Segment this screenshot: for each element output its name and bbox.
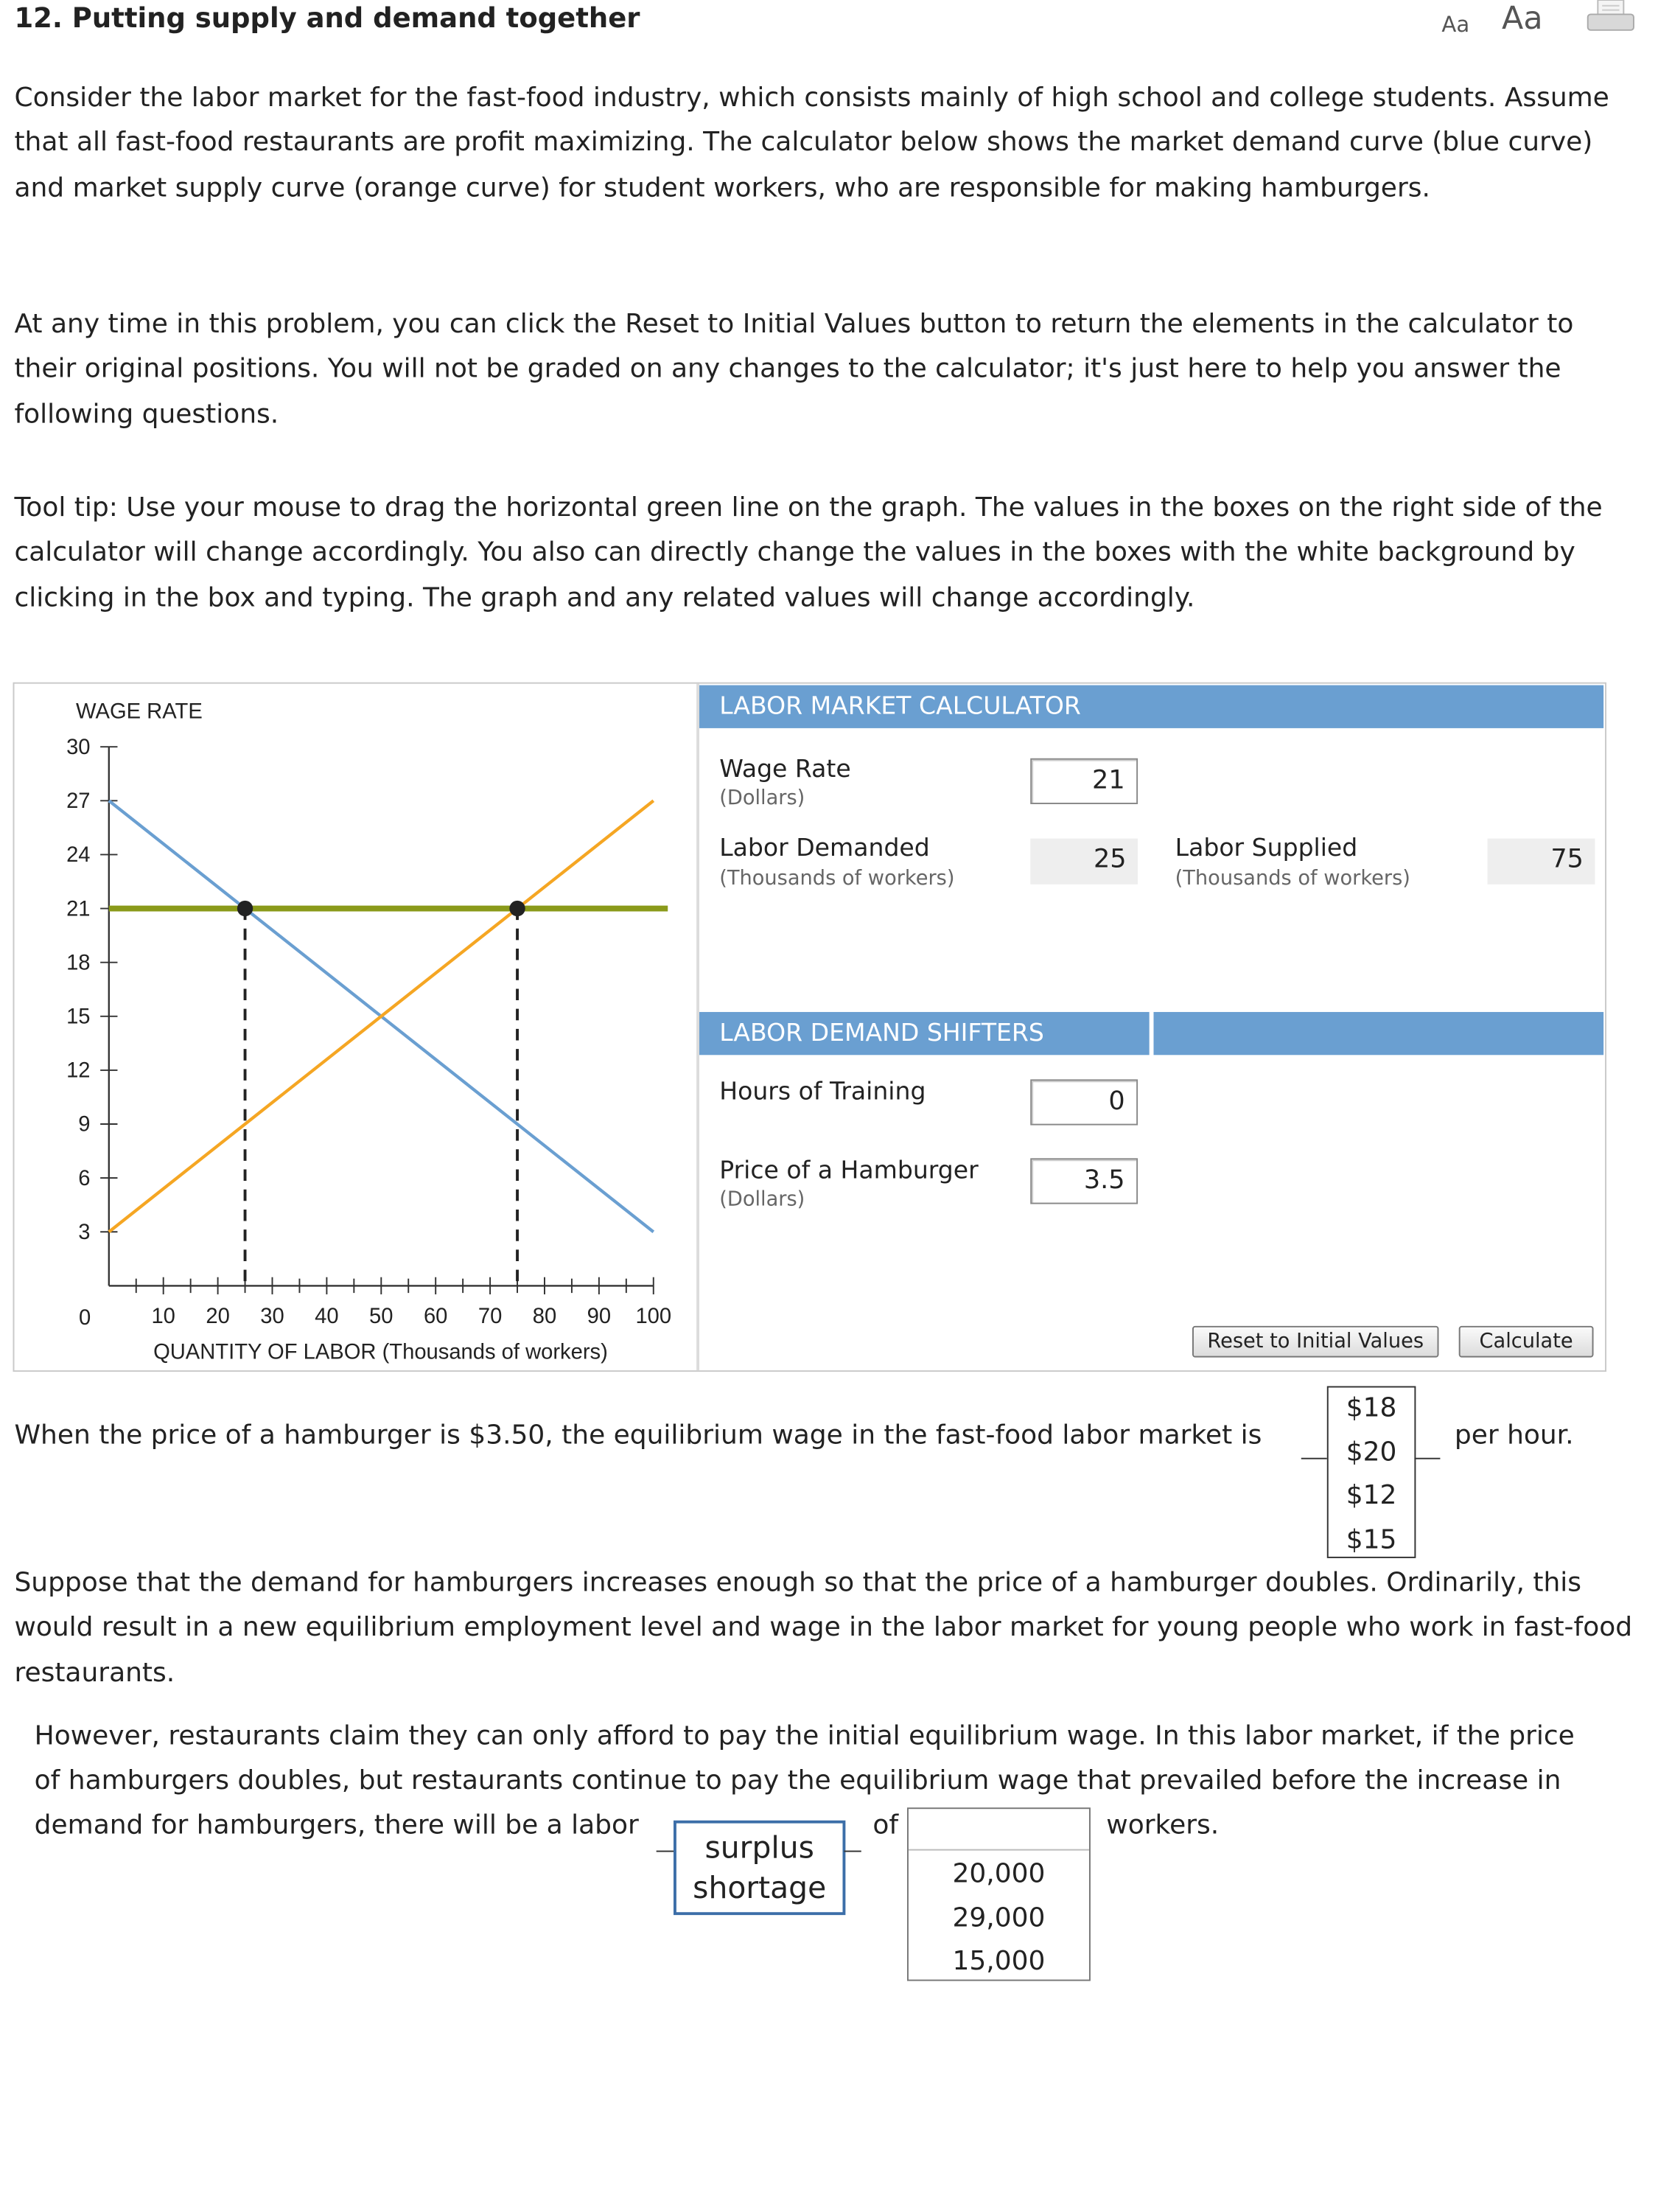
labor-demand-shifters-header: LABOR DEMAND SHIFTERS	[699, 1012, 1150, 1055]
y-tick-label: 30	[66, 735, 91, 759]
y-tick-label: 24	[66, 843, 91, 868]
amount-selected-blank[interactable]	[909, 1809, 1089, 1850]
question1-suffix: per hour.	[1454, 1420, 1574, 1451]
problem-title: 12. Putting supply and demand together	[14, 2, 640, 35]
calculator-header: LABOR MARKET CALCULATOR	[699, 685, 1603, 728]
amount-dropdown[interactable]	[907, 1807, 1091, 1981]
labor-supplied-value: 75	[1488, 839, 1595, 885]
x-tick-label: 20	[206, 1304, 230, 1328]
labor-market-calculator	[13, 683, 1607, 1372]
blank-line	[657, 1851, 675, 1852]
labor-supplied-unit: (Thousands of workers)	[1175, 867, 1410, 890]
price-hamburger-label: Price of a Hamburger	[719, 1156, 979, 1186]
labor-type-option[interactable]: surplus	[704, 1830, 814, 1866]
intro-paragraph-2: At any time in this problem, you can click the Reset to Initial Values button to return the elements in the calculator to their original positions. You will not be graded on any changes to the calculator; it's just here to help you answer the following questions.	[14, 310, 1574, 430]
amount-option[interactable]: 15,000	[952, 1946, 1046, 1977]
x-axis-label: QUANTITY OF LABOR (Thousands of workers)	[153, 1340, 608, 1364]
print-icon[interactable]	[1587, 0, 1635, 32]
x-tick-label: 60	[423, 1304, 448, 1328]
intro-paragraph-1: Consider the labor market for the fast-food industry, which consists mainly of high school and college students. Assume that all fast-food restaurants are profit maximizing. The calculator below shows the market demand curve (blue curve) and market supply curve (orange curve) for student workers, who are responsible for making hamburgers.	[14, 83, 1609, 203]
wage-option[interactable]: $12	[1346, 1480, 1397, 1511]
labor-demanded-label: Labor Demanded	[719, 834, 930, 863]
y-tick-label: 27	[66, 789, 91, 814]
font-size-large-button[interactable]: Aa	[1502, 1, 1543, 38]
intersection-point	[509, 901, 525, 916]
hours-training-label: Hours of Training	[719, 1078, 926, 1107]
x-tick-label: 10	[151, 1304, 175, 1328]
amount-option[interactable]: 29,000	[952, 1902, 1046, 1933]
shifters-header-fill	[1153, 1012, 1603, 1055]
blank-line-left	[1301, 1458, 1327, 1459]
wage-option[interactable]: $20	[1346, 1437, 1397, 1468]
x-tick-label: 70	[478, 1304, 503, 1328]
question2-line-3: demand for hamburgers, there will be a labor	[34, 1810, 639, 1841]
y-tick-label: 3	[78, 1220, 91, 1244]
wage-rate-input[interactable]: 21	[1030, 758, 1138, 804]
blank-line-right	[1414, 1458, 1440, 1459]
wage-option[interactable]: $15	[1346, 1524, 1397, 1555]
y-tick-label: 21	[66, 897, 91, 921]
labor-market-graph[interactable]	[14, 684, 696, 1371]
font-size-small-button[interactable]: Aa	[1441, 11, 1470, 38]
wage-rate-unit: (Dollars)	[719, 786, 805, 810]
x-tick-label: 90	[587, 1304, 612, 1328]
intersection-point	[237, 901, 253, 916]
question2-line-1: However, restaurants claim they can only afford to pay the initial equilibrium wage. In this labor market, if the price	[34, 1721, 1575, 1752]
y-axis-label: WAGE RATE	[76, 699, 203, 724]
y-tick-label: 12	[66, 1058, 91, 1083]
calculate-button[interactable]: Calculate	[1459, 1326, 1594, 1358]
blank-line	[844, 1851, 861, 1852]
y-tick-label: 15	[66, 1005, 91, 1029]
y-zero-label: 0	[78, 1305, 91, 1330]
price-hamburger-input[interactable]: 3.5	[1030, 1158, 1138, 1204]
labor-type-option[interactable]: shortage	[693, 1870, 827, 1905]
x-tick-label: 40	[315, 1304, 339, 1328]
of-text: of	[872, 1810, 899, 1841]
labor-demanded-value: 25	[1030, 839, 1138, 885]
question2-line-2: of hamburgers doubles, but restaurants continue to pay the equilibrium wage that prevailed before the increase in	[34, 1765, 1561, 1796]
hours-training-input[interactable]: 0	[1030, 1079, 1138, 1125]
x-tick-label: 80	[532, 1304, 557, 1328]
labor-demanded-unit: (Thousands of workers)	[719, 867, 955, 890]
y-tick-label: 18	[66, 951, 91, 975]
y-tick-label: 9	[78, 1112, 91, 1137]
question1-text: When the price of a hamburger is $3.50, the equilibrium wage in the fast-food labor market is	[14, 1420, 1262, 1451]
question2-paragraph-1: Suppose that the demand for hamburgers increases enough so that the price of a hamburger doubles. Ordinarily, this would result in a new equilibrium employment level and wage in the labor market for young people who work in fast-food restaurants.	[14, 1568, 1633, 1689]
wage-option[interactable]: $18	[1346, 1393, 1397, 1424]
x-tick-label: 30	[260, 1304, 284, 1328]
labor-type-dropdown[interactable]	[674, 1821, 845, 1915]
labor-supplied-label: Labor Supplied	[1175, 834, 1358, 863]
graph-panel	[14, 684, 699, 1371]
wage-dropdown[interactable]	[1327, 1386, 1416, 1558]
x-tick-label: 100	[635, 1304, 672, 1328]
amount-option[interactable]: 20,000	[952, 1859, 1046, 1890]
x-tick-label: 50	[369, 1304, 393, 1328]
workers-text: workers.	[1106, 1810, 1220, 1841]
price-hamburger-unit: (Dollars)	[719, 1188, 805, 1212]
wage-rate-label: Wage Rate	[719, 755, 851, 784]
tool-tip-paragraph: Tool tip: Use your mouse to drag the horizontal green line on the graph. The values in the boxes on the right side of the calculator will change accordingly. You also can directly change the values in the boxes with the white background by clicking in the box and typing. The graph and any related values will change accordingly.	[14, 492, 1603, 613]
y-tick-label: 6	[78, 1166, 91, 1190]
reset-button[interactable]: Reset to Initial Values	[1192, 1326, 1438, 1358]
